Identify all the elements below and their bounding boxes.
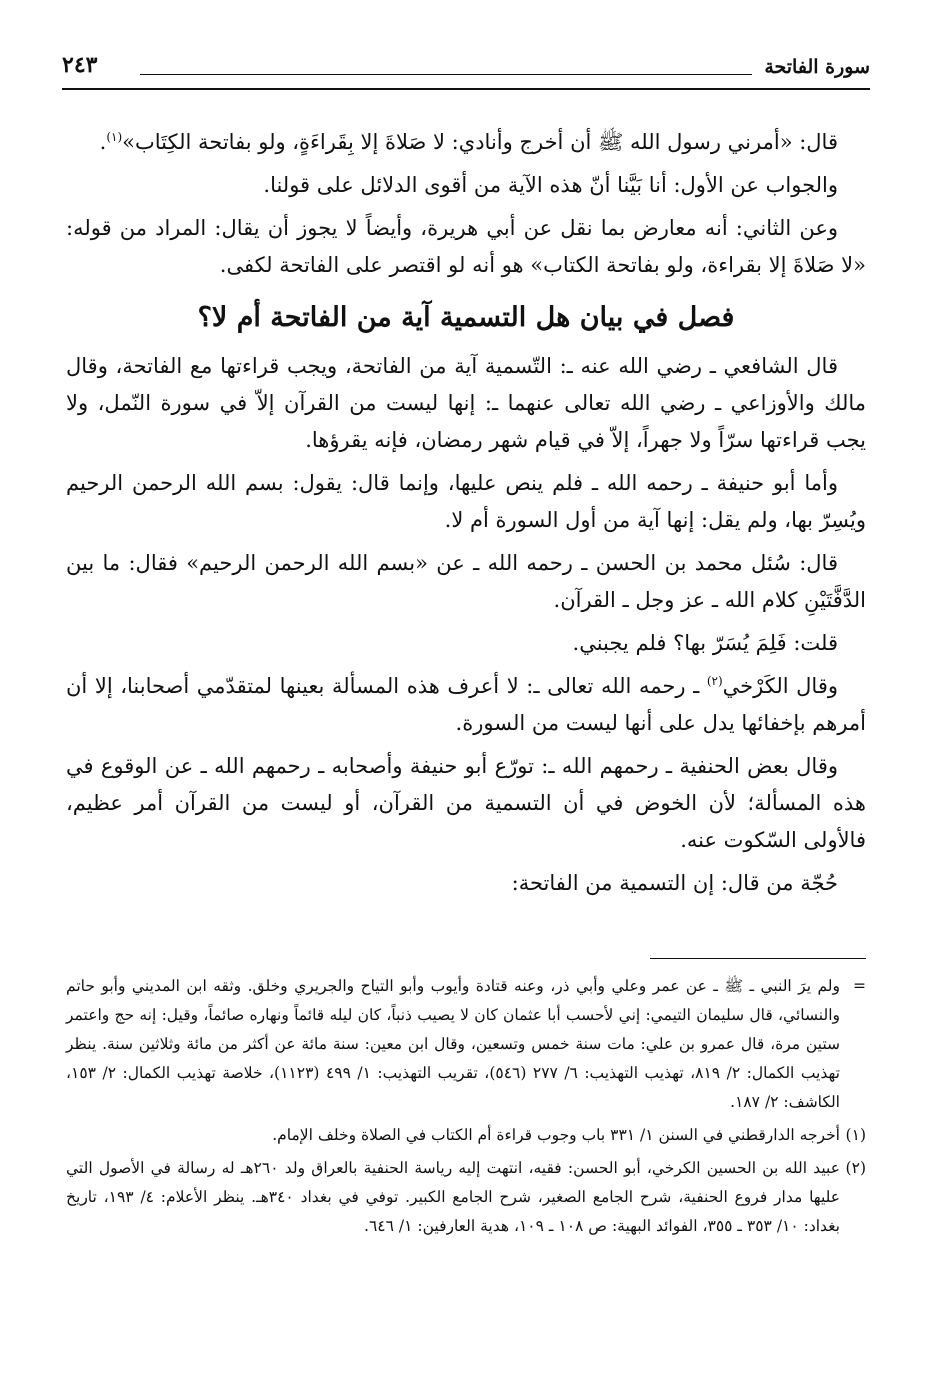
footnote-1 — [66, 1121, 866, 1150]
footnote-continued-text: ولم يرَ النبي ـ ﷺ ـ عن عمر وعلي وأبي ذر، وعنه قتادة وأيوب وأبو التياح والجريري وخلق. وثقه ابن المديني وأبو حاتم والنسائي، قال سليمان التيمي: إني لأحسب أبا عثمان كان لا يصيب ذنباً، كان ليله قائماً ونهاره صائماً، وقيل: إنه حج واعتمر ستين مرة، قال عمرو بن علي: مات سنة خمس وتسعين، وقال ابن معين: سنة مائة عن أكثر من مائة وثلاثين سنة. ينظر تهذيب الكمال: ٢/ ٨١٩، تهذيب التهذيب: ٦/ ٢٧٧ (٥٤٦)، تقريب التهذيب: ١/ ٤٩٩ (١١٢٣)، خلاصة تهذيب الكمال: ٢/ ١٥٣، الكاشف: ٢/ ١٨٧. — [66, 977, 840, 1111]
footnote-2 — [66, 1154, 866, 1241]
footnote-2-text: عبيد الله بن الحسين الكرخي، أبو الحسن: فقيه، انتهت إليه رياسة الحنفية بالعراق ولد ٢٦٠هـ له رسالة في الأصول التي عليها مدار فروع الحنفية، شرح الجامع الصغير، شرح الجامع الكبير. توفي في بغداد ٣٤٠هـ. ينظر الأعلام: ٤/ ١٩٣، تاريخ بغداد: ١٠/ ٣٥٣ ـ ٣٥٥، الفوائد البهية: ص ١٠٨ ـ ١٠٩، هدية العارفين: ١/ ٦٤٦. — [66, 1159, 840, 1235]
footnote-ref-1[interactable]: (١) — [106, 130, 123, 144]
running-header-title: سورة الفاتحة — [764, 56, 870, 78]
paragraph-muhammad-ibn-hasan: قال: سُئل محمد بن الحسن ـ رحمه الله ـ عن «بسم الله الرحمن الرحيم» فقال: ما بين الدَّفَّتَيْنِ كلام الله ـ عز وجل ـ القرآن. — [66, 551, 866, 612]
paragraph-karkhi — [66, 668, 866, 742]
paragraph-reply-second: وعن الثاني: أنه معارض بما نقل عن أبي هريرة، وأيضاً لا يجوز أن يقال: المراد من قوله: «لا صَلاةَ إلا بقراءة، ولو بفاتحة الكتاب» هو أنه لو اقتصر على الفاتحة لكفى. — [66, 216, 866, 277]
footnote-2-mark: (٢) — [845, 1159, 866, 1177]
main-text — [66, 124, 866, 908]
footnote-1-text: أخرجه الدارقطني في السنن ١/ ٣٣١ باب وجوب قراءة أم الكتاب في الصلاة وخلف الإمام. — [272, 1126, 840, 1144]
footnote-continued — [66, 972, 866, 1117]
paragraph-reply-first: والجواب عن الأول: أنا بَيَّنا أنّ هذه الآية من أقوى الدلائل على قولنا. — [263, 173, 838, 197]
paragraph-argument-heading: حُجّة من قال: إن التسمية من الفاتحة: — [511, 871, 838, 895]
paragraph-abu-hanifa: وأما أبو حنيفة ـ رحمه الله ـ فلم ينص عليها، وإنما قال: يقول: بسم الله الرحمن الرحيم ويُسِرّ بها، ولم يقل: إنها آية من أول السورة أم لا. — [66, 471, 866, 532]
page-number: ٢٤٣ — [62, 52, 98, 78]
footnote-ref-2[interactable]: (٢) — [706, 674, 723, 688]
footnote-separator — [650, 958, 866, 959]
paragraph-question: قلت: فَلِمَ يُسَرّ بها؟ فلم يجبني. — [572, 631, 838, 655]
footnote-1-mark: (١) — [845, 1126, 866, 1144]
paragraph-hadith — [66, 124, 866, 161]
paragraph-hadith-end: . — [99, 130, 107, 154]
paragraph-shafii: قال الشافعي ـ رضي الله عنه ـ: التّسمية آية من الفاتحة، ويجب قراءتها مع الفاتحة، وقال مالك والأوزاعي ـ رضي الله تعالى عنهما ـ: إنها ليست من القرآن إلاّ في سورة النّمل، ولا يجب قراءتها سرّاً ولا جهراً، إلاّ في قيام شهر رمضان، فإنه يقرؤها. — [66, 354, 866, 452]
footnotes — [66, 972, 866, 1245]
running-header — [62, 52, 870, 92]
header-rule — [62, 88, 870, 90]
paragraph-hadith-text: قال: «أمرني رسول الله ﷺ أن أخرج وأنادي: لا صَلاةَ إلا بِقَراءَةٍ، ولو بفاتحة الكِتَاب» — [122, 130, 838, 154]
paragraph-karkhi-text: ـ رحمه الله تعالى ـ: لا أعرف هذه المسألة بعينها لمتقدّمي أصحابنا، إلا أن أمرهم بإخفائها يدل على أنها ليست من السورة. — [66, 674, 866, 735]
header-title-line — [140, 74, 752, 75]
footnote-continued-mark: = — [853, 977, 866, 995]
paragraph-hanafiyya: وقال بعض الحنفية ـ رحمهم الله ـ: تورّع أبو حنيفة وأصحابه ـ رحمهم الله ـ عن الوقوع في هذه المسألة؛ لأن الخوض في أن التسمية من القرآن، أو ليست من القرآن أمر عظيم، فالأولى السّكوت عنه. — [66, 754, 866, 852]
section-heading: فصل في بيان هل التسمية آية من الفاتحة أم لا؟ — [197, 302, 735, 333]
paragraph-karkhi-start: وقال الكَرْخي — [722, 674, 838, 698]
